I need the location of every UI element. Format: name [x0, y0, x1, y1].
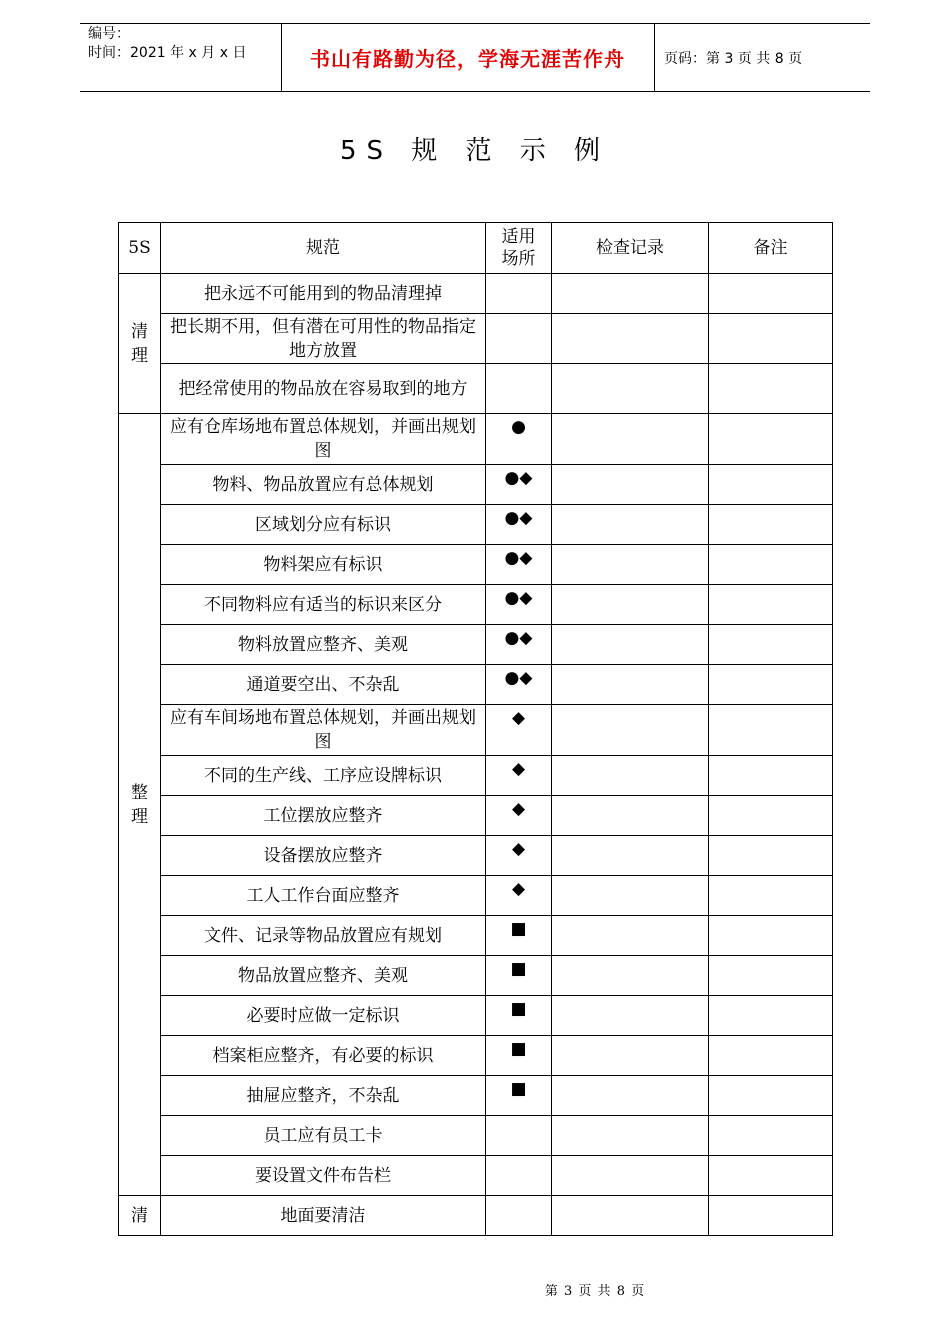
note-cell[interactable]	[709, 996, 833, 1036]
spec-cell: 区域划分应有标识	[161, 505, 486, 545]
table-row	[119, 274, 833, 314]
table-row	[119, 876, 833, 916]
spec-cell: 物料、物品放置应有总体规划	[161, 465, 486, 505]
scope-mark-cell: ■	[486, 1076, 552, 1116]
note-cell[interactable]	[709, 1156, 833, 1196]
check-record-cell[interactable]	[552, 836, 709, 876]
header-meta	[80, 24, 282, 91]
scope-mark-cell: ◆	[486, 796, 552, 836]
spec-cell: 通道要空出、不杂乱	[161, 665, 486, 705]
table-row	[119, 314, 833, 364]
table-row	[119, 625, 833, 665]
scope-mark-cell: ■	[486, 956, 552, 996]
spec-cell: 物料架应有标识	[161, 545, 486, 585]
spec-cell: 不同物料应有适当的标识来区分	[161, 585, 486, 625]
footer-text: 第 3 页 共 8 页	[544, 1284, 646, 1299]
number-label: 编号：	[88, 26, 130, 42]
category-label: 清理	[130, 321, 148, 366]
note-cell[interactable]	[709, 1076, 833, 1116]
scope-mark-cell: ●◆	[486, 505, 552, 545]
spec-cell: 把长期不用，但有潜在可用性的物品指定地方放置	[161, 314, 486, 364]
spec-cell: 应有车间场地布置总体规划，并画出规划图	[161, 705, 486, 756]
header-page-cell	[655, 24, 870, 91]
table-row	[119, 665, 833, 705]
table-row	[119, 756, 833, 796]
scope-mark-cell	[486, 274, 552, 314]
spec-cell: 工位摆放应整齐	[161, 796, 486, 836]
scope-mark-cell: ◆	[486, 836, 552, 876]
note-cell[interactable]	[709, 1036, 833, 1076]
page-header	[80, 23, 870, 92]
category-label: 清	[130, 1205, 148, 1226]
scope-mark-cell: ●◆	[486, 465, 552, 505]
check-record-cell[interactable]	[552, 876, 709, 916]
spec-cell: 把永远不可能用到的物品清理掉	[161, 274, 486, 314]
spec-cell: 员工应有员工卡	[161, 1116, 486, 1156]
check-record-cell[interactable]	[552, 505, 709, 545]
check-record-cell[interactable]	[552, 1196, 709, 1236]
scope-mark-cell: ◆	[486, 756, 552, 796]
check-record-cell[interactable]	[552, 414, 709, 465]
scope-mark-cell	[486, 1156, 552, 1196]
table-row	[119, 465, 833, 505]
document-title: 5S 规 范 示 例	[339, 136, 611, 166]
table-row	[119, 1156, 833, 1196]
spec-cell: 物料放置应整齐、美观	[161, 625, 486, 665]
check-record-cell[interactable]	[552, 665, 709, 705]
check-record-cell[interactable]	[552, 465, 709, 505]
note-cell[interactable]	[709, 625, 833, 665]
check-record-cell[interactable]	[552, 1036, 709, 1076]
check-record-cell[interactable]	[552, 1076, 709, 1116]
spec-cell: 工人工作台面应整齐	[161, 876, 486, 916]
table-row	[119, 505, 833, 545]
note-cell[interactable]	[709, 1196, 833, 1236]
table-row	[119, 956, 833, 996]
note-cell[interactable]	[709, 545, 833, 585]
scope-mark-cell: ■	[486, 916, 552, 956]
table-header-row	[119, 223, 833, 274]
table-row	[119, 836, 833, 876]
check-record-cell[interactable]	[552, 585, 709, 625]
table-row	[119, 364, 833, 414]
scope-mark-cell: ◆	[486, 705, 552, 756]
note-cell[interactable]	[709, 314, 833, 364]
scope-mark-cell: ●	[486, 414, 552, 465]
table-row	[119, 585, 833, 625]
check-record-cell[interactable]	[552, 756, 709, 796]
note-cell[interactable]	[709, 876, 833, 916]
spec-cell: 设备摆放应整齐	[161, 836, 486, 876]
note-cell[interactable]	[709, 665, 833, 705]
note-cell[interactable]	[709, 956, 833, 996]
category-label: 整理	[130, 782, 148, 827]
table-row	[119, 996, 833, 1036]
note-cell[interactable]	[709, 364, 833, 414]
note-cell[interactable]	[709, 465, 833, 505]
scope-mark-cell: ●◆	[486, 665, 552, 705]
spec-cell: 文件、记录等物品放置应有规划	[161, 916, 486, 956]
scope-mark-cell: ●◆	[486, 545, 552, 585]
header-spec: 规范	[161, 223, 486, 274]
table-row	[119, 916, 833, 956]
spec-cell: 物品放置应整齐、美观	[161, 956, 486, 996]
note-cell[interactable]	[709, 1116, 833, 1156]
note-cell[interactable]	[709, 756, 833, 796]
scope-mark-cell: ●◆	[486, 625, 552, 665]
table-row	[119, 796, 833, 836]
scope-mark-cell: ●◆	[486, 585, 552, 625]
motto-text: 书山有路勤为径，学海无涯苦作舟	[310, 47, 625, 71]
page-footer	[0, 1280, 950, 1299]
spec-cell: 把经常使用的物品放在容易取到的地方	[161, 364, 486, 414]
page-info: 页码：第 3 页 共 8 页	[664, 50, 803, 67]
table-row	[119, 1116, 833, 1156]
note-cell[interactable]	[709, 836, 833, 876]
category-cell	[119, 1196, 161, 1236]
check-record-cell[interactable]	[552, 274, 709, 314]
category-cell	[119, 274, 161, 414]
note-cell[interactable]	[709, 505, 833, 545]
check-record-cell[interactable]	[552, 545, 709, 585]
header-scope-text: 适用场所	[501, 226, 536, 269]
scope-mark-cell: ■	[486, 996, 552, 1036]
spec-cell: 要设置文件布告栏	[161, 1156, 486, 1196]
note-cell[interactable]	[709, 585, 833, 625]
spec-cell: 不同的生产线、工序应设牌标识	[161, 756, 486, 796]
check-record-cell[interactable]	[552, 1156, 709, 1196]
table-row	[119, 414, 833, 465]
note-cell[interactable]	[709, 414, 833, 465]
note-cell[interactable]	[709, 705, 833, 756]
check-record-cell[interactable]	[552, 314, 709, 364]
spec-cell: 地面要清洁	[161, 1196, 486, 1236]
check-record-cell[interactable]	[552, 956, 709, 996]
check-record-cell[interactable]	[552, 364, 709, 414]
note-cell[interactable]	[709, 916, 833, 956]
spec-table	[118, 222, 833, 1236]
spec-cell: 档案柜应整齐，有必要的标识	[161, 1036, 486, 1076]
table-row	[119, 1076, 833, 1116]
spec-cell: 必要时应做一定标识	[161, 996, 486, 1036]
table-row	[119, 1036, 833, 1076]
header-5s: 5S	[119, 223, 161, 274]
scope-mark-cell	[486, 364, 552, 414]
note-cell[interactable]	[709, 796, 833, 836]
scope-mark-cell	[486, 1196, 552, 1236]
spec-cell: 应有仓库场地布置总体规划，并画出规划图	[161, 414, 486, 465]
check-record-cell[interactable]	[552, 796, 709, 836]
scope-mark-cell: ◆	[486, 876, 552, 916]
table-row	[119, 705, 833, 756]
scope-mark-cell: ■	[486, 1036, 552, 1076]
header-note: 备注	[709, 223, 833, 274]
scope-mark-cell	[486, 314, 552, 364]
scope-mark-cell	[486, 1116, 552, 1156]
category-cell	[119, 414, 161, 1196]
date-label: 时间：2021 年 x 月 x 日	[88, 45, 247, 61]
header-check: 检查记录	[552, 223, 709, 274]
check-record-cell[interactable]	[552, 705, 709, 756]
header-scope	[486, 223, 552, 274]
check-record-cell[interactable]	[552, 1116, 709, 1156]
check-record-cell[interactable]	[552, 916, 709, 956]
check-record-cell[interactable]	[552, 996, 709, 1036]
spec-cell: 抽屉应整齐，不杂乱	[161, 1076, 486, 1116]
header-motto-cell	[281, 24, 655, 91]
check-record-cell[interactable]	[552, 625, 709, 665]
table-row	[119, 545, 833, 585]
note-cell[interactable]	[709, 274, 833, 314]
table-row	[119, 1196, 833, 1236]
